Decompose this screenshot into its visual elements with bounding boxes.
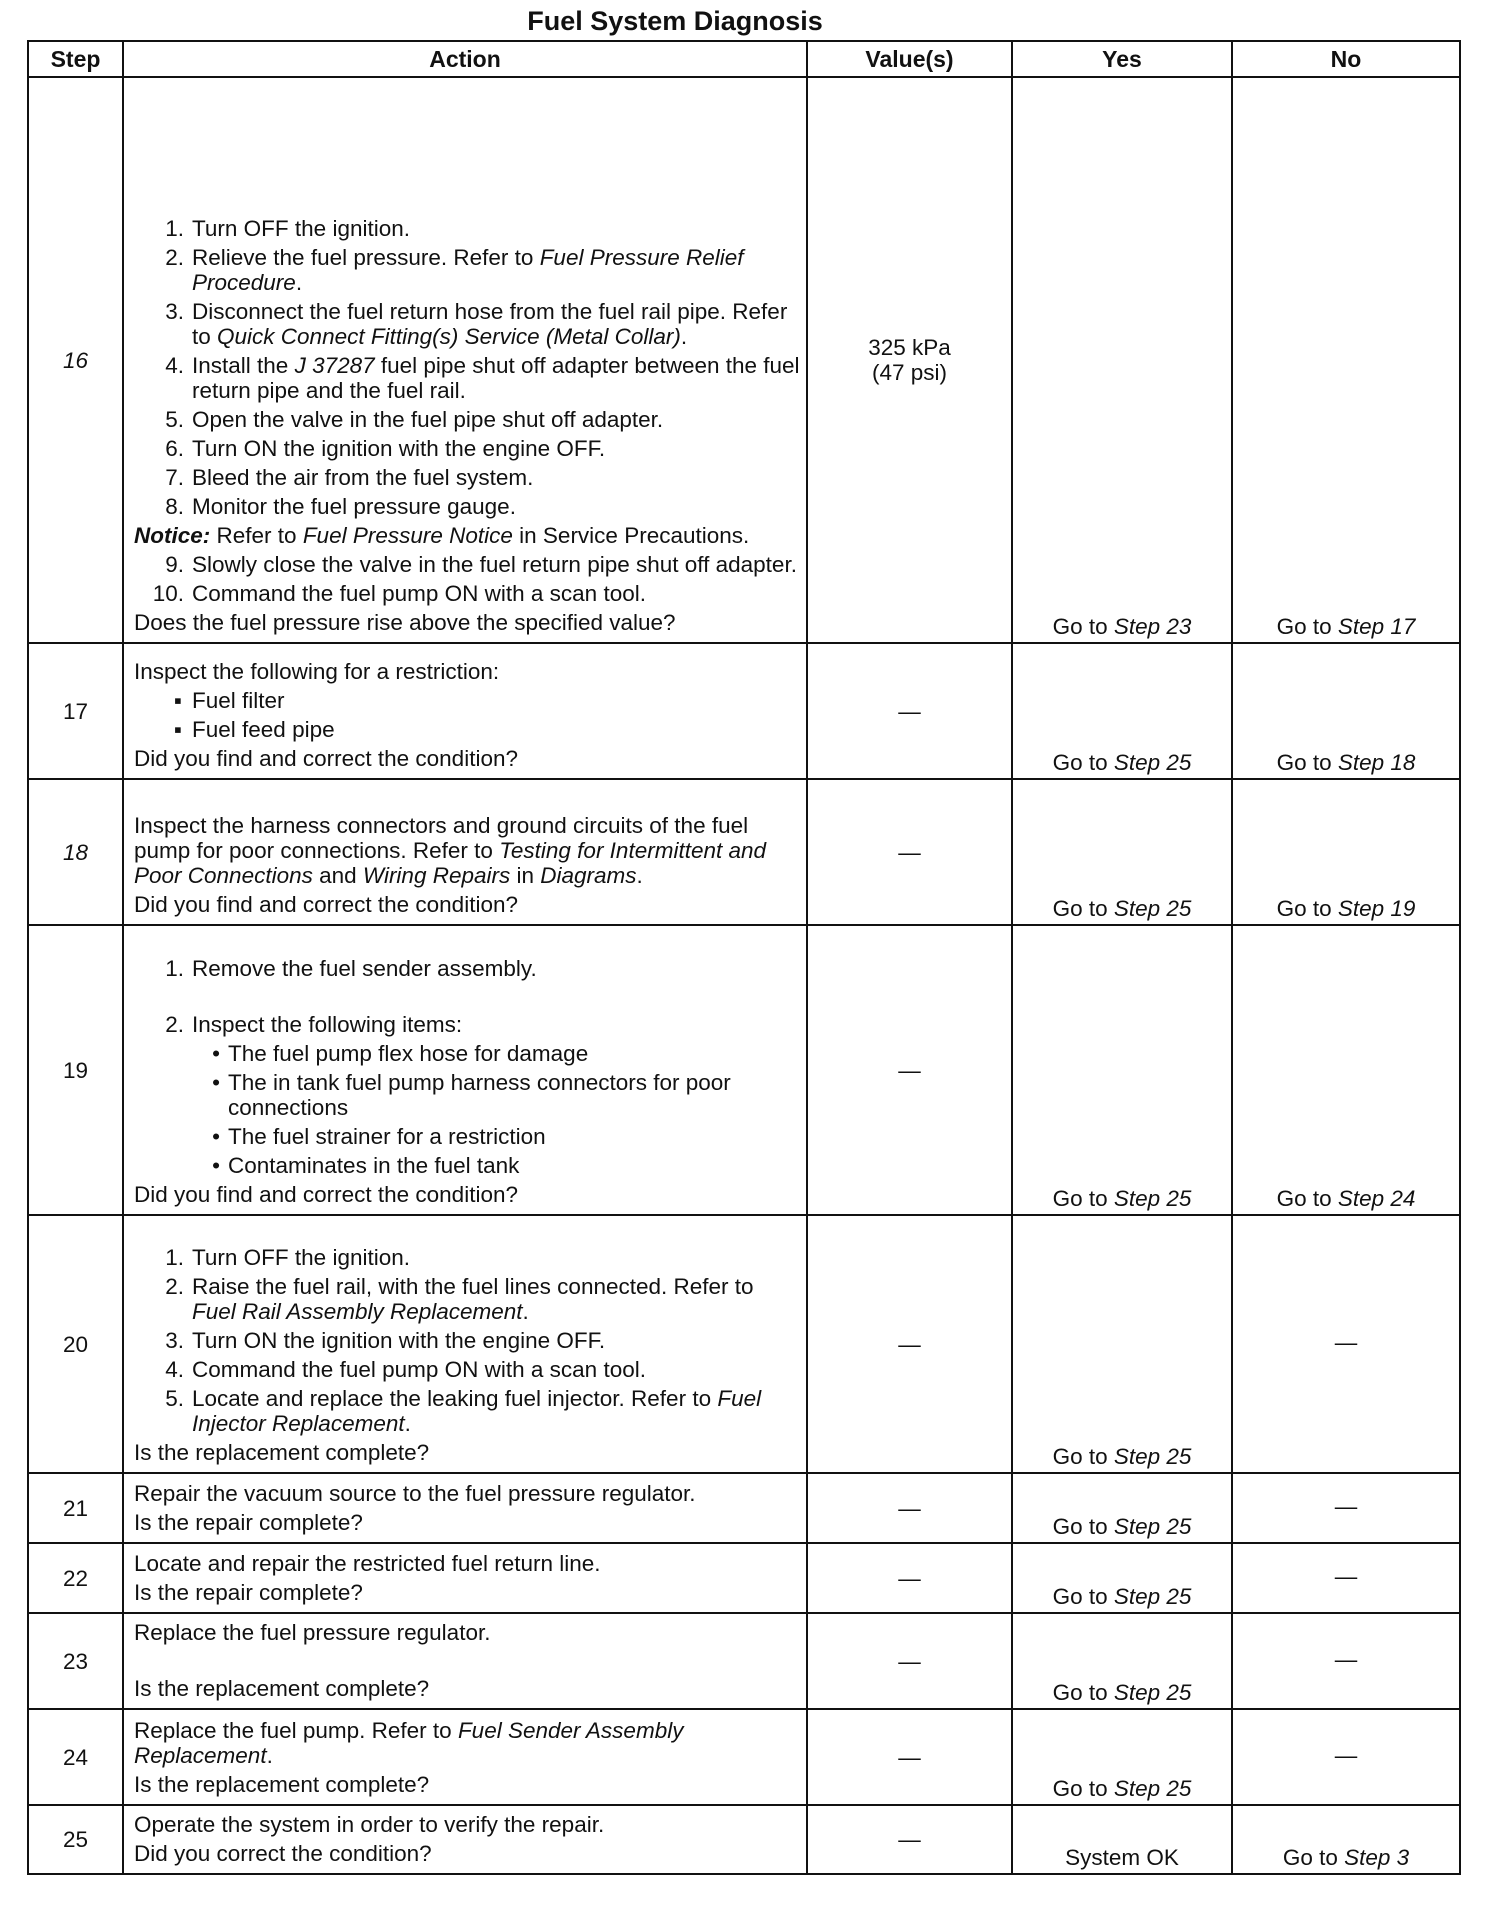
action-question: Did you find and correct the condition? <box>134 746 518 771</box>
action-item: 7. Bleed the air from the fuel system. <box>165 465 534 490</box>
step-number: 16 <box>28 77 123 643</box>
step-number: 21 <box>28 1473 123 1543</box>
action-cell <box>123 1215 807 1473</box>
yes-cell: Go to Step 25 <box>1012 1709 1232 1805</box>
action-item: 2. Raise the fuel rail, with the fuel lines connected. Refer to Fuel Rail Assembly Replacement. <box>165 1274 754 1324</box>
goto-step-link: Step 19 <box>1337 896 1416 921</box>
value-cell <box>807 77 1012 643</box>
action-intro: Inspect the following for a restriction: <box>134 659 500 684</box>
reference-link: Quick Connect Fitting(s) Service (Metal Collar) <box>217 324 681 349</box>
action-text: Operate the system in order to verify the repair. <box>134 1812 605 1837</box>
step-number: 23 <box>28 1613 123 1709</box>
no-cell: — <box>1232 1543 1460 1613</box>
yes-cell: Go to Step 25 <box>1012 1215 1232 1473</box>
value-cell: — <box>807 1805 1012 1874</box>
action-text: Replace the fuel pressure regulator. <box>134 1620 491 1645</box>
bullet-item: • The fuel pump flex hose for damage <box>212 1041 589 1066</box>
value-cell: — <box>807 925 1012 1215</box>
no-cell: — <box>1232 1613 1460 1709</box>
reference-link: Fuel Sender Assembly Replacement <box>134 1718 684 1768</box>
table-row-step-23 <box>28 1613 1460 1709</box>
step-number: 25 <box>28 1805 123 1874</box>
table-row-step-17 <box>28 643 1460 779</box>
action-question: Is the repair complete? <box>134 1510 363 1535</box>
action-item: 4. Install the J 37287 fuel pipe shut off adapter between the fuel return pipe and the fuel rail. <box>165 353 800 403</box>
table-row-step-21 <box>28 1473 1460 1543</box>
value-cell: — <box>807 779 1012 925</box>
action-item: 1. Remove the fuel sender assembly. <box>165 956 537 981</box>
action-question: Does the fuel pressure rise above the specified value? <box>134 610 676 635</box>
action-question: Is the repair complete? <box>134 1580 363 1605</box>
document-title: Fuel System Diagnosis <box>527 6 823 36</box>
bullet-item: • The in tank fuel pump harness connectors for poor connections <box>212 1070 731 1120</box>
header-action: Action <box>123 41 807 77</box>
no-cell: Go to Step 17 <box>1232 77 1460 643</box>
action-cell <box>123 1805 807 1874</box>
action-item: 6. Turn ON the ignition with the engine OFF. <box>165 436 606 461</box>
no-cell: Go to Step 3 <box>1232 1805 1460 1874</box>
action-question: Did you find and correct the condition? <box>134 892 518 917</box>
step-number: 19 <box>28 925 123 1215</box>
table-row-step-18 <box>28 779 1460 925</box>
action-item: 10. Command the fuel pump ON with a scan tool. <box>152 581 646 606</box>
header-step: Step <box>28 41 123 77</box>
action-question: Did you find and correct the condition? <box>134 1182 518 1207</box>
step-number: 17 <box>28 643 123 779</box>
action-cell <box>123 925 807 1215</box>
goto-step-link: Step 25 <box>1113 1186 1192 1211</box>
notice: Notice: Refer to Fuel Pressure Notice in Service Precautions. <box>134 523 750 548</box>
table-row-step-19 <box>28 925 1460 1215</box>
action-item: 1. Turn OFF the ignition. <box>165 1245 411 1270</box>
action-cell <box>123 779 807 925</box>
goto-step-link: Step 18 <box>1337 750 1416 775</box>
value-cell: — <box>807 1709 1012 1805</box>
action-item: 8. Monitor the fuel pressure gauge. <box>165 494 516 519</box>
value-cell: — <box>807 1613 1012 1709</box>
action-question: Is the replacement complete? <box>134 1676 430 1701</box>
reference-link: Fuel Injector Replacement <box>192 1386 762 1436</box>
no-cell: Go to Step 19 <box>1232 779 1460 925</box>
action-cell <box>123 643 807 779</box>
table-row-step-24 <box>28 1709 1460 1805</box>
value-cell: — <box>807 1215 1012 1473</box>
action-cell <box>123 77 807 643</box>
header-yes: Yes <box>1012 41 1232 77</box>
reference-link: Fuel Pressure Relief Procedure <box>192 245 744 295</box>
action-item: 4. Command the fuel pump ON with a scan tool. <box>165 1357 646 1382</box>
action-text: Locate and repair the restricted fuel return line. <box>134 1551 601 1576</box>
step-number: 22 <box>28 1543 123 1613</box>
yes-cell: Go to Step 25 <box>1012 1543 1232 1613</box>
tool-reference: J 37287 <box>294 353 375 378</box>
goto-step-link: Step 25 <box>1113 1514 1192 1539</box>
goto-step-link: Step 25 <box>1113 1444 1192 1469</box>
no-cell: — <box>1232 1215 1460 1473</box>
header-no: No <box>1232 41 1460 77</box>
value-cell: — <box>807 643 1012 779</box>
goto-step-link: Step 25 <box>1113 1680 1192 1705</box>
yes-cell: System OK <box>1012 1805 1232 1874</box>
action-text: Inspect the harness connectors and ground circuits of the fuel pump for poor connections. Refer to Testing for Intermittent and Poor Connections and Wiring Repairs in Diagrams. <box>134 813 767 888</box>
yes-cell: Go to Step 25 <box>1012 779 1232 925</box>
no-cell: Go to Step 24 <box>1232 925 1460 1215</box>
header-row <box>28 41 1460 77</box>
value-cell: — <box>807 1473 1012 1543</box>
action-item: 9. Slowly close the valve in the fuel return pipe shut off adapter. <box>165 552 797 577</box>
reference-link: Fuel Rail Assembly Replacement <box>192 1299 523 1324</box>
action-question: Is the replacement complete? <box>134 1772 430 1797</box>
no-cell: Go to Step 18 <box>1232 643 1460 779</box>
action-text: Replace the fuel pump. Refer to Fuel Sender Assembly Replacement. <box>134 1718 684 1768</box>
bullet-item: ▪ Fuel feed pipe <box>174 717 335 742</box>
action-item: 5. Locate and replace the leaking fuel injector. Refer to Fuel Injector Replacement. <box>165 1386 762 1436</box>
action-item: 1. Turn OFF the ignition. <box>165 216 411 241</box>
goto-step-link: Step 3 <box>1344 1845 1410 1870</box>
value-cell: — <box>807 1543 1012 1613</box>
action-question: Did you correct the condition? <box>134 1841 432 1866</box>
goto-step-link: Step 25 <box>1113 1776 1192 1801</box>
action-text: Repair the vacuum source to the fuel pressure regulator. <box>134 1481 696 1506</box>
action-item: 2. Inspect the following items: <box>165 1012 463 1037</box>
goto-step-link: Step 17 <box>1337 614 1416 639</box>
step-number: 20 <box>28 1215 123 1473</box>
goto-step-link: Step 24 <box>1337 1186 1416 1211</box>
action-question: Is the replacement complete? <box>134 1440 430 1465</box>
action-item: 5. Open the valve in the fuel pipe shut off adapter. <box>165 407 664 432</box>
bullet-item: • Contaminates in the fuel tank <box>212 1153 520 1178</box>
yes-cell: Go to Step 25 <box>1012 643 1232 779</box>
step-number: 24 <box>28 1709 123 1805</box>
yes-cell: Go to Step 23 <box>1012 77 1232 643</box>
diagnosis-table <box>27 40 1461 1875</box>
goto-step-link: Step 25 <box>1113 896 1192 921</box>
bullet-item: • The fuel strainer for a restriction <box>212 1124 546 1149</box>
no-cell: — <box>1232 1709 1460 1805</box>
reference-link: Testing for Intermittent and Poor Connections <box>134 838 767 888</box>
table-row-step-16 <box>28 77 1460 643</box>
reference-link: Diagrams <box>540 863 637 888</box>
yes-cell: Go to Step 25 <box>1012 1613 1232 1709</box>
bullet-item: ▪ Fuel filter <box>174 688 285 713</box>
goto-step-link: Step 25 <box>1113 1584 1192 1609</box>
no-cell: — <box>1232 1473 1460 1543</box>
action-cell <box>123 1709 807 1805</box>
spec-value: 325 kPa <box>868 335 951 360</box>
action-item: 3. Turn ON the ignition with the engine OFF. <box>165 1328 606 1353</box>
reference-link: Fuel Pressure Notice <box>302 523 513 548</box>
table-row-step-25 <box>28 1805 1460 1874</box>
action-cell <box>123 1473 807 1543</box>
action-item: 3. Disconnect the fuel return hose from the fuel rail pipe. Refer to Quick Connect Fitting(s) Service (Metal Collar). <box>165 299 788 349</box>
header-values: Value(s) <box>807 41 1012 77</box>
goto-step-link: Step 23 <box>1113 614 1192 639</box>
goto-step-link: Step 25 <box>1113 750 1192 775</box>
table-row-step-20 <box>28 1215 1460 1473</box>
reference-link: Wiring Repairs <box>362 863 511 888</box>
action-cell <box>123 1613 807 1709</box>
spec-value-alt: (47 psi) <box>871 360 948 385</box>
yes-cell: Go to Step 25 <box>1012 925 1232 1215</box>
table-row-step-22 <box>28 1543 1460 1613</box>
step-number: 18 <box>28 779 123 925</box>
action-cell <box>123 1543 807 1613</box>
action-item: 2. Relieve the fuel pressure. Refer to Fuel Pressure Relief Procedure. <box>165 245 744 295</box>
yes-cell: Go to Step 25 <box>1012 1473 1232 1543</box>
